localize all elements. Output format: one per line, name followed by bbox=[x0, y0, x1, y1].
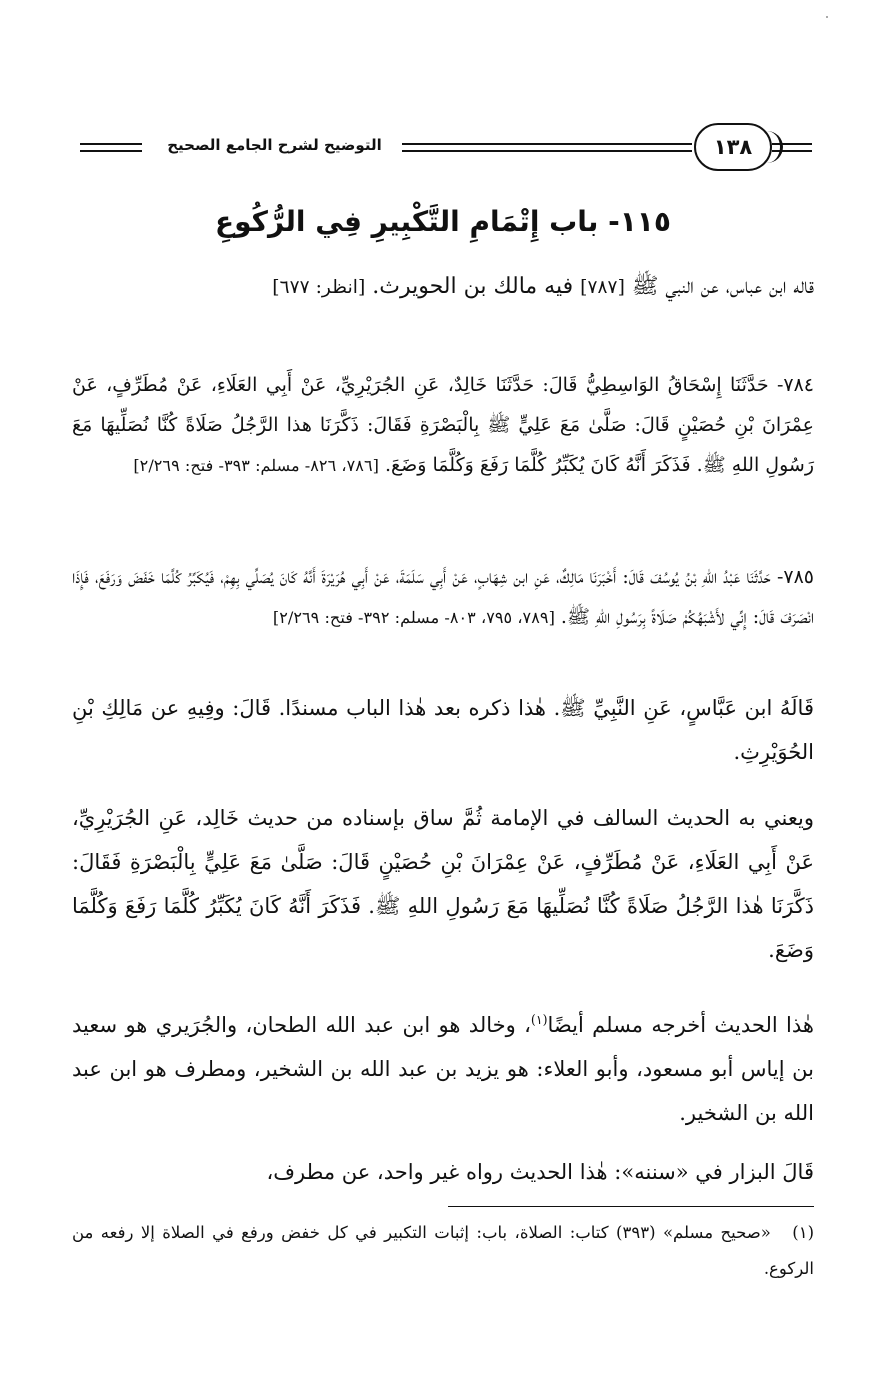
header-rule-middle bbox=[402, 143, 692, 152]
commentary-p3-rest: ، وخالد هو ابن عبد الله الطحان، والجُرَيري هو سعيد بن إياس أبو مسعود، وأبو العلاء: هو يزيد بن عبد الله بن الشخير، ومطرف هو ابن عبد الله بن الشخير. bbox=[72, 1013, 814, 1125]
commentary-paragraph-3 bbox=[72, 998, 814, 1135]
hadith-785-text: ٧٨٥- حَدَّثَنَا عَبْدُ اللهِ بْنُ يُوسُفَ قَالَ: أَخْبَرَنَا مَالِكٌ، عَنِ ابن شِهَابٍ، عَنْ أَبِي سَلَمَةَ، عَنْ أَبِي هُرَيْرَةَ أَنَّهُ كَانَ يُصَلِّي بِهِمْ، فَيُكَبِّرُ كُلَّمَا خَفَضَ وَرَفَعَ، فَإِذَا انْصَرَفَ قَالَ: إِنِّي لأَشْبَهُكُمْ صَلَاةً بِرَسُولِ اللهِ ﷺ. bbox=[72, 566, 814, 628]
running-header bbox=[72, 122, 812, 174]
commentary-paragraph-1: قَالَهُ ابن عَبَّاسٍ، عَنِ النَّبِيِّ ﷺ. هٰذا ذكره بعد هٰذا الباب مسندًا. قَالَ: وفِيهِ عن مَالِكِ بْنِ الحُوَيْرِثِ. bbox=[72, 696, 814, 764]
header-rule-right bbox=[772, 143, 812, 152]
hadith-785 bbox=[72, 557, 814, 638]
intro-text-2: فيه مالك بن الحويرث. bbox=[372, 274, 574, 299]
hadith-784 bbox=[72, 365, 814, 486]
page-number: ١٣٨ bbox=[694, 123, 772, 171]
chapter-intro bbox=[72, 262, 814, 313]
footnote-text: «صحيح مسلم» (٣٩٣) كتاب: الصلاة، باب: إثبات التكبير في كل خفض ورفع في الصلاة إلا رفعه من الركوع. bbox=[72, 1223, 814, 1278]
hadith-784-text: ٧٨٤- حَدَّثَنَا إِسْحَاقُ الوَاسِطِيُّ قَالَ: حَدَّثَنَا خَالِدٌ، عَنِ الجُرَيْرِيِّ، عَنْ أَبِي العَلَاءِ، عَنْ مُطَرِّفٍ، عَنْ عِمْرَانَ بْنِ حُصَيْنٍ قَالَ: صَلَّىٰ مَعَ عَلِيٍّ ﷺ بِالْبَصْرَةِ فَقَالَ: ذَكَّرَنَا هذا الرَّجُلُ صَلَاةً كُنَّا نُصَلِّيهَا مَعَ رَسُولِ اللهِ ﷺ. فَذَكَرَ أَنَّهُ كَانَ يُكَبِّرُ كُلَّمَا رَفَعَ وَكُلَّمَا وَضَعَ. bbox=[72, 374, 814, 476]
commentary-paragraph-2: ويعني به الحديث السالف في الإمامة ثُمَّ ساق بإسناده من حديث خَالِد، عَنِ الجُرَيْرِيِّ، عَنْ أَبِي العَلَاءِ، عَنْ مُطَرِّفٍ، عَنْ عِمْرَانَ بْنِ حُصَيْنٍ قَالَ: صَلَّىٰ مَعَ عَلِيٍّ بِالْبَصْرَةِ فَقَالَ: ذَكَّرَنَا هٰذا الرَّجُلُ صَلَاةً كُنَّا نُصَلِّيهَا مَعَ رَسُولِ اللهِ ﷺ. فَذَكَرَ أَنَّهُ كَانَ يُكَبِّرُ كُلَّمَا رَفَعَ وَكُلَّمَا وَضَعَ. bbox=[72, 806, 814, 962]
commentary-p3-start: هٰذا الحديث أخرجه مسلم أيضًا bbox=[547, 1013, 814, 1037]
intro-text: قاله ابن عباس، عن النبي ﷺ bbox=[631, 274, 814, 299]
footnote-reference: (١) bbox=[530, 1012, 548, 1027]
intro-cross-ref: [٧٨٧] bbox=[580, 277, 625, 298]
intro-see-also: [انظر: ٦٧٧] bbox=[272, 277, 366, 298]
running-title: التوضيح لشرح الجامع الصحيح bbox=[167, 136, 382, 154]
scan-speck bbox=[826, 16, 828, 18]
header-rule-left bbox=[80, 143, 142, 152]
footnote-separator bbox=[448, 1206, 814, 1207]
hadith-785-refs: [٧٨٩، ٧٩٥، ٨٠٣- مسلم: ٣٩٢- فتح: ٢/٢٦٩] bbox=[272, 608, 555, 627]
chapter-title: ١١٥- باب إِتْمَامِ التَّكْبِيرِ فِي الرُّكُوعِ bbox=[215, 205, 671, 238]
footnote bbox=[72, 1215, 814, 1287]
hadith-784-refs: [٧٨٦، ٨٢٦- مسلم: ٣٩٣- فتح: ٢/٢٦٩] bbox=[133, 456, 379, 475]
commentary-paragraph-4: قَالَ البزار في «سننه»: هٰذا الحديث رواه غير واحد، عن مطرف، bbox=[266, 1160, 814, 1184]
footnote-marker: (١) bbox=[792, 1223, 815, 1242]
